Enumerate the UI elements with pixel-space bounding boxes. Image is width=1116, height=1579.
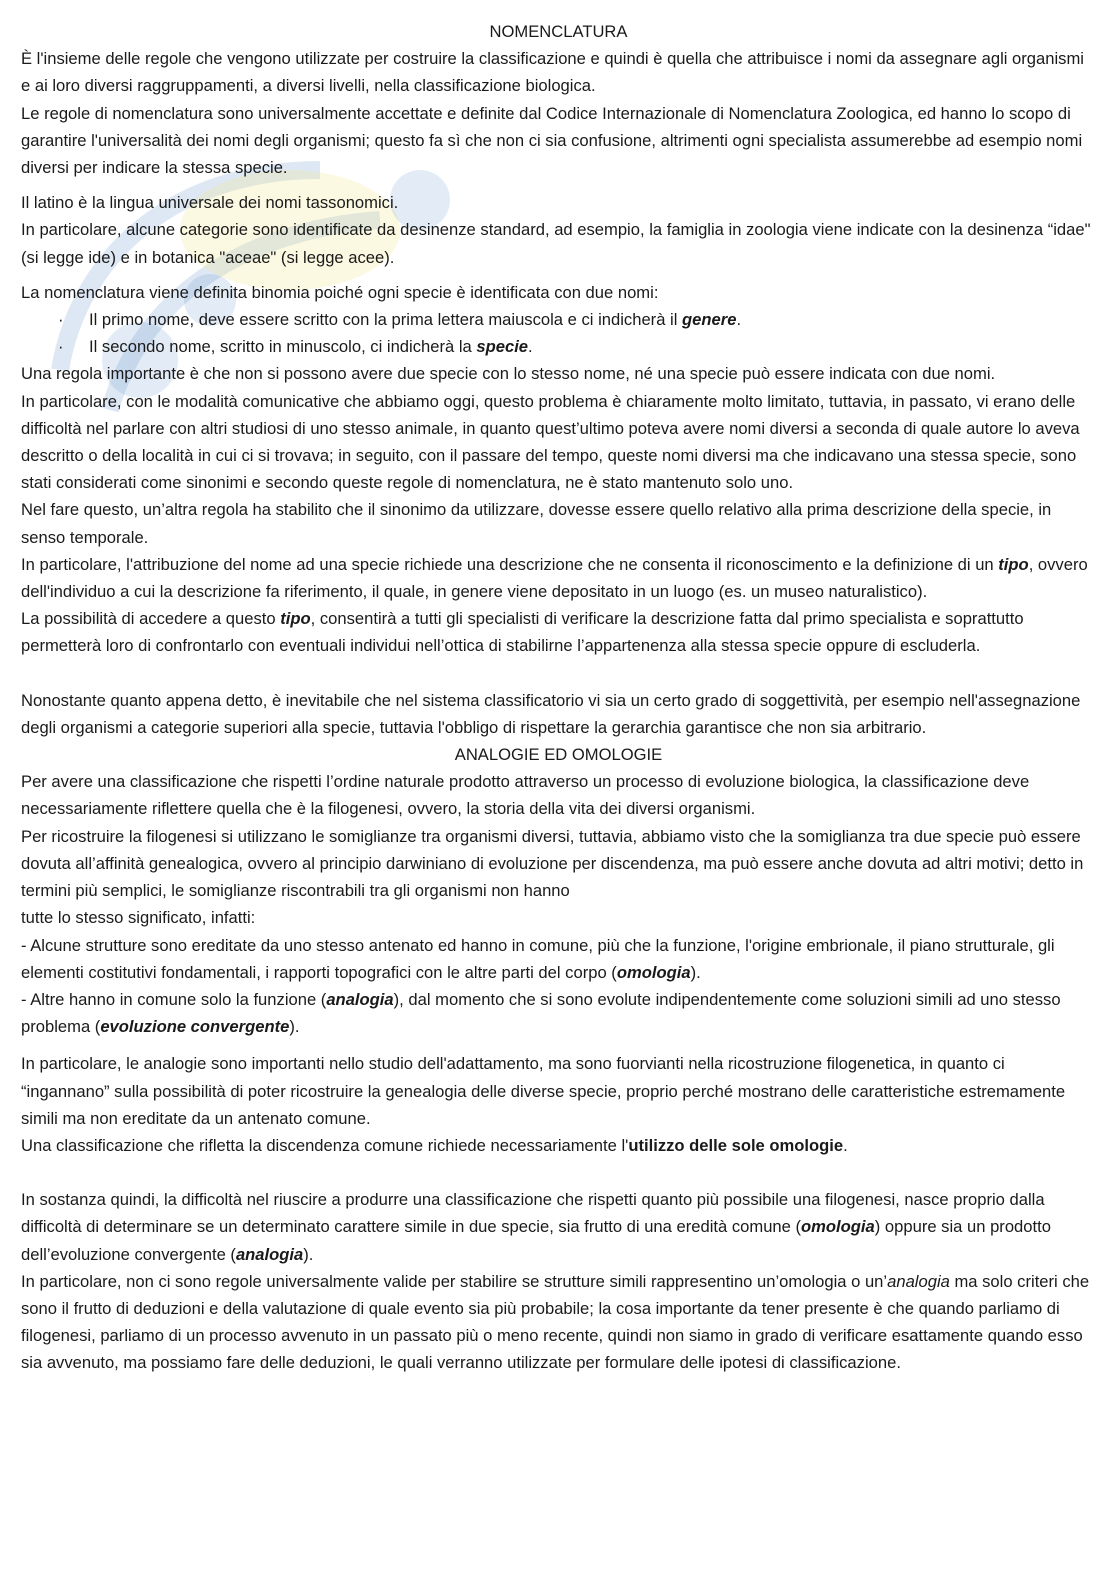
bullet-mark: · [58, 310, 64, 330]
paragraph: In sostanza quindi, la difficoltà nel riuscire a produrre una classificazione che rispetti quanto più possibile una filogenesi, nasce proprio dalla difficoltà di determinare se un determinato carattere simile in due specie, sia frutto di una eredità comune (omologia) oppure sia un prodotto dell’evoluzione convergente (analogia). [21, 1190, 1051, 1264]
paragraph: Le regole di nomenclatura sono universalmente accettate e definite dal Codice Internazionale di Nomenclatura Zoologica, ed hanno lo scopo di garantire l'universalità dei nomi degli organismi; questo fa sì che non ci sia confusione, altrimenti ogni specialista assumerebbe ad esempio nomi diversi per indicare la stessa specie. [21, 103, 1083, 178]
term-genere: genere [682, 310, 737, 330]
term-omologia: omologia [616, 962, 691, 982]
paragraph: - Alcune strutture sono ereditate da uno stesso antenato ed hanno in comune, più che la funzione, l'origine embrionale, il piano strutturale, gli elementi costitutivi fondamentali, i rapporti topografici con le altre parti del corpo (omologia). [21, 935, 1055, 982]
bullet-mark: · [58, 337, 64, 357]
paragraph: Per ricostruire la filogenesi si utilizzano le somiglianze tra organismi diversi, tuttavia, abbiamo visto che la somiglianza tra due specie può essere dovuta all’affinità genealogica, ovvero al principio darwiniano di evoluzione per discendenza, ma può essere anche dovuta ad altri motivi; detto in termini più semplici, le somiglianze riscontrabili tra gli organismi non hanno [21, 826, 1084, 901]
paragraph: Una regola importante è che non si possono avere due specie con lo stesso nome, né una specie può essere indicata con due nomi. [21, 364, 996, 384]
term-analogia-italic: analogia [887, 1271, 950, 1291]
paragraph: In particolare, non ci sono regole universalmente valide per stabilire se strutture simili rappresentino un’omologia o un’analogia ma solo criteri che sono il frutto di deduzioni e della valutazione di quale evento sia più probabile; la cosa importante da tener presente è che quando parliamo di filogenesi, parliamo di un processo avvenuto in un passato più o meno recente, quindi non siamo in grado di verificare esattamente quando esso sia avvenuto, ma possiamo fare delle deduzioni, le quali verranno utilizzate per formulare delle ipotesi di classificazione. [21, 1271, 1090, 1373]
paragraph: In particolare, con le modalità comunicative che abbiamo oggi, questo problema è chiaramente molto limitato, tuttavia, in passato, vi erano delle difficoltà nel parlare con altri studiosi di uno stesso animale, in quanto quest’ultimo poteva avere nomi diversi a seconda di quale autore lo aveva descritto o della località in cui ci si trovava; in seguito, con il passare del tempo, queste nomi diversi ma che indicavano una stessa specie, sono stati considerati come sinonimi e secondo queste regole di nomenclatura, ne è stato mantenuto solo uno. [21, 391, 1080, 493]
term-analogia: analogia [235, 1244, 304, 1264]
paragraph: In particolare, le analogie sono importanti nello studio dell'adattamento, ma sono fuorvianti nella ricostruzione filogenetica, in quanto ci “ingannano” sulla possibilità di poter ricostruire la genealogia delle diverse specie, proprio perché mostrano delle caratteristiche estremamente simili ma non ereditate da un antenato comune. [21, 1054, 1066, 1128]
paragraph: Una classificazione che rifletta la discendenza comune richiede necessariamente l'utilizzo delle sole omologie. [21, 1135, 848, 1155]
term-specie: specie [476, 337, 529, 357]
term-tipo: tipo [280, 609, 311, 629]
paragraph: - Altre hanno in comune solo la funzione (analogia), dal momento che si sono evolute indipendentemente come soluzioni simili ad uno stesso problema (evoluzione convergente). [21, 989, 1061, 1037]
paragraph: tutte lo stesso significato, infatti: [21, 908, 256, 928]
section-title-analogie: ANALOGIE ED OMOLOGIE [454, 745, 663, 765]
term-evoluzione-convergente: evoluzione convergente [100, 1017, 290, 1037]
list-item: · Il secondo nome, scritto in minuscolo, ci indicherà la specie. [21, 333, 1096, 360]
paragraph: Nel fare questo, un’altra regola ha stabilito che il sinonimo da utilizzare, dovesse essere quello relativo alla prima descrizione della specie, in senso temporale. [21, 500, 1052, 547]
paragraph: In particolare, alcune categorie sono identificate da desinenze standard, ad esempio, la famiglia in zoologia viene indicate con la desinenza “idae" (si legge ide) e in botanica "aceae" (si legge acee). [21, 220, 1091, 267]
document-page [21, 18, 1096, 1377]
paragraph: Il latino è la lingua universale dei nomi tassonomici. [21, 193, 399, 213]
paragraph: È l'insieme delle regole che vengono utilizzate per costruire la classificazione e quindi è quella che attribuisce i nomi da assegnare agli organismi e ai loro diversi raggruppamenti, a diversi livelli, nella classificazione biologica. [21, 49, 1084, 96]
term-analogia: analogia [326, 989, 394, 1009]
list-item: · Il primo nome, deve essere scritto con la prima lettera maiuscola e ci indicherà il genere. [21, 306, 1096, 333]
paragraph: Per avere una classificazione che rispetti l’ordine naturale prodotto attraverso un processo di evoluzione biologica, la classificazione deve necessariamente riflettere quella che è la filogenesi, ovvero, la storia della vita dei diversi organismi. [21, 772, 1030, 819]
paragraph: In particolare, l'attribuzione del nome ad una specie richiede una descrizione che ne consenta il riconoscimento e la definizione di un tipo, ovvero dell'individuo a cui la descrizione fa riferimento, il quale, in genere viene depositato in un luogo (es. un museo naturalistico). [21, 554, 1088, 602]
paragraph: Nonostante quanto appena detto, è inevitabile che nel sistema classificatorio vi sia un certo grado di soggettività, per esempio nell'assegnazione degli organismi a categorie superiori alla specie, tuttavia l'obbligo di rispettare la gerarchia garantisce che non sia arbitrario. [21, 690, 1081, 737]
paragraph: La nomenclatura viene definita binomia poiché ogni specie è identificata con due nomi: [21, 282, 659, 302]
paragraph: La possibilità di accedere a questo tipo, consentirà a tutti gli specialisti di verificare la descrizione fatta dal primo specialista e soprattutto permetterà loro di confrontarlo con eventuali individui nell’ottica di stabilirne l’appartenenza alla stessa specie oppure di escluderla. [21, 609, 1024, 656]
term-tipo: tipo [998, 554, 1029, 574]
section-title-nomenclatura: NOMENCLATURA [489, 22, 628, 41]
term-utilizzo-omologie: utilizzo delle sole omologie [628, 1135, 844, 1155]
term-omologia: omologia [801, 1217, 875, 1237]
